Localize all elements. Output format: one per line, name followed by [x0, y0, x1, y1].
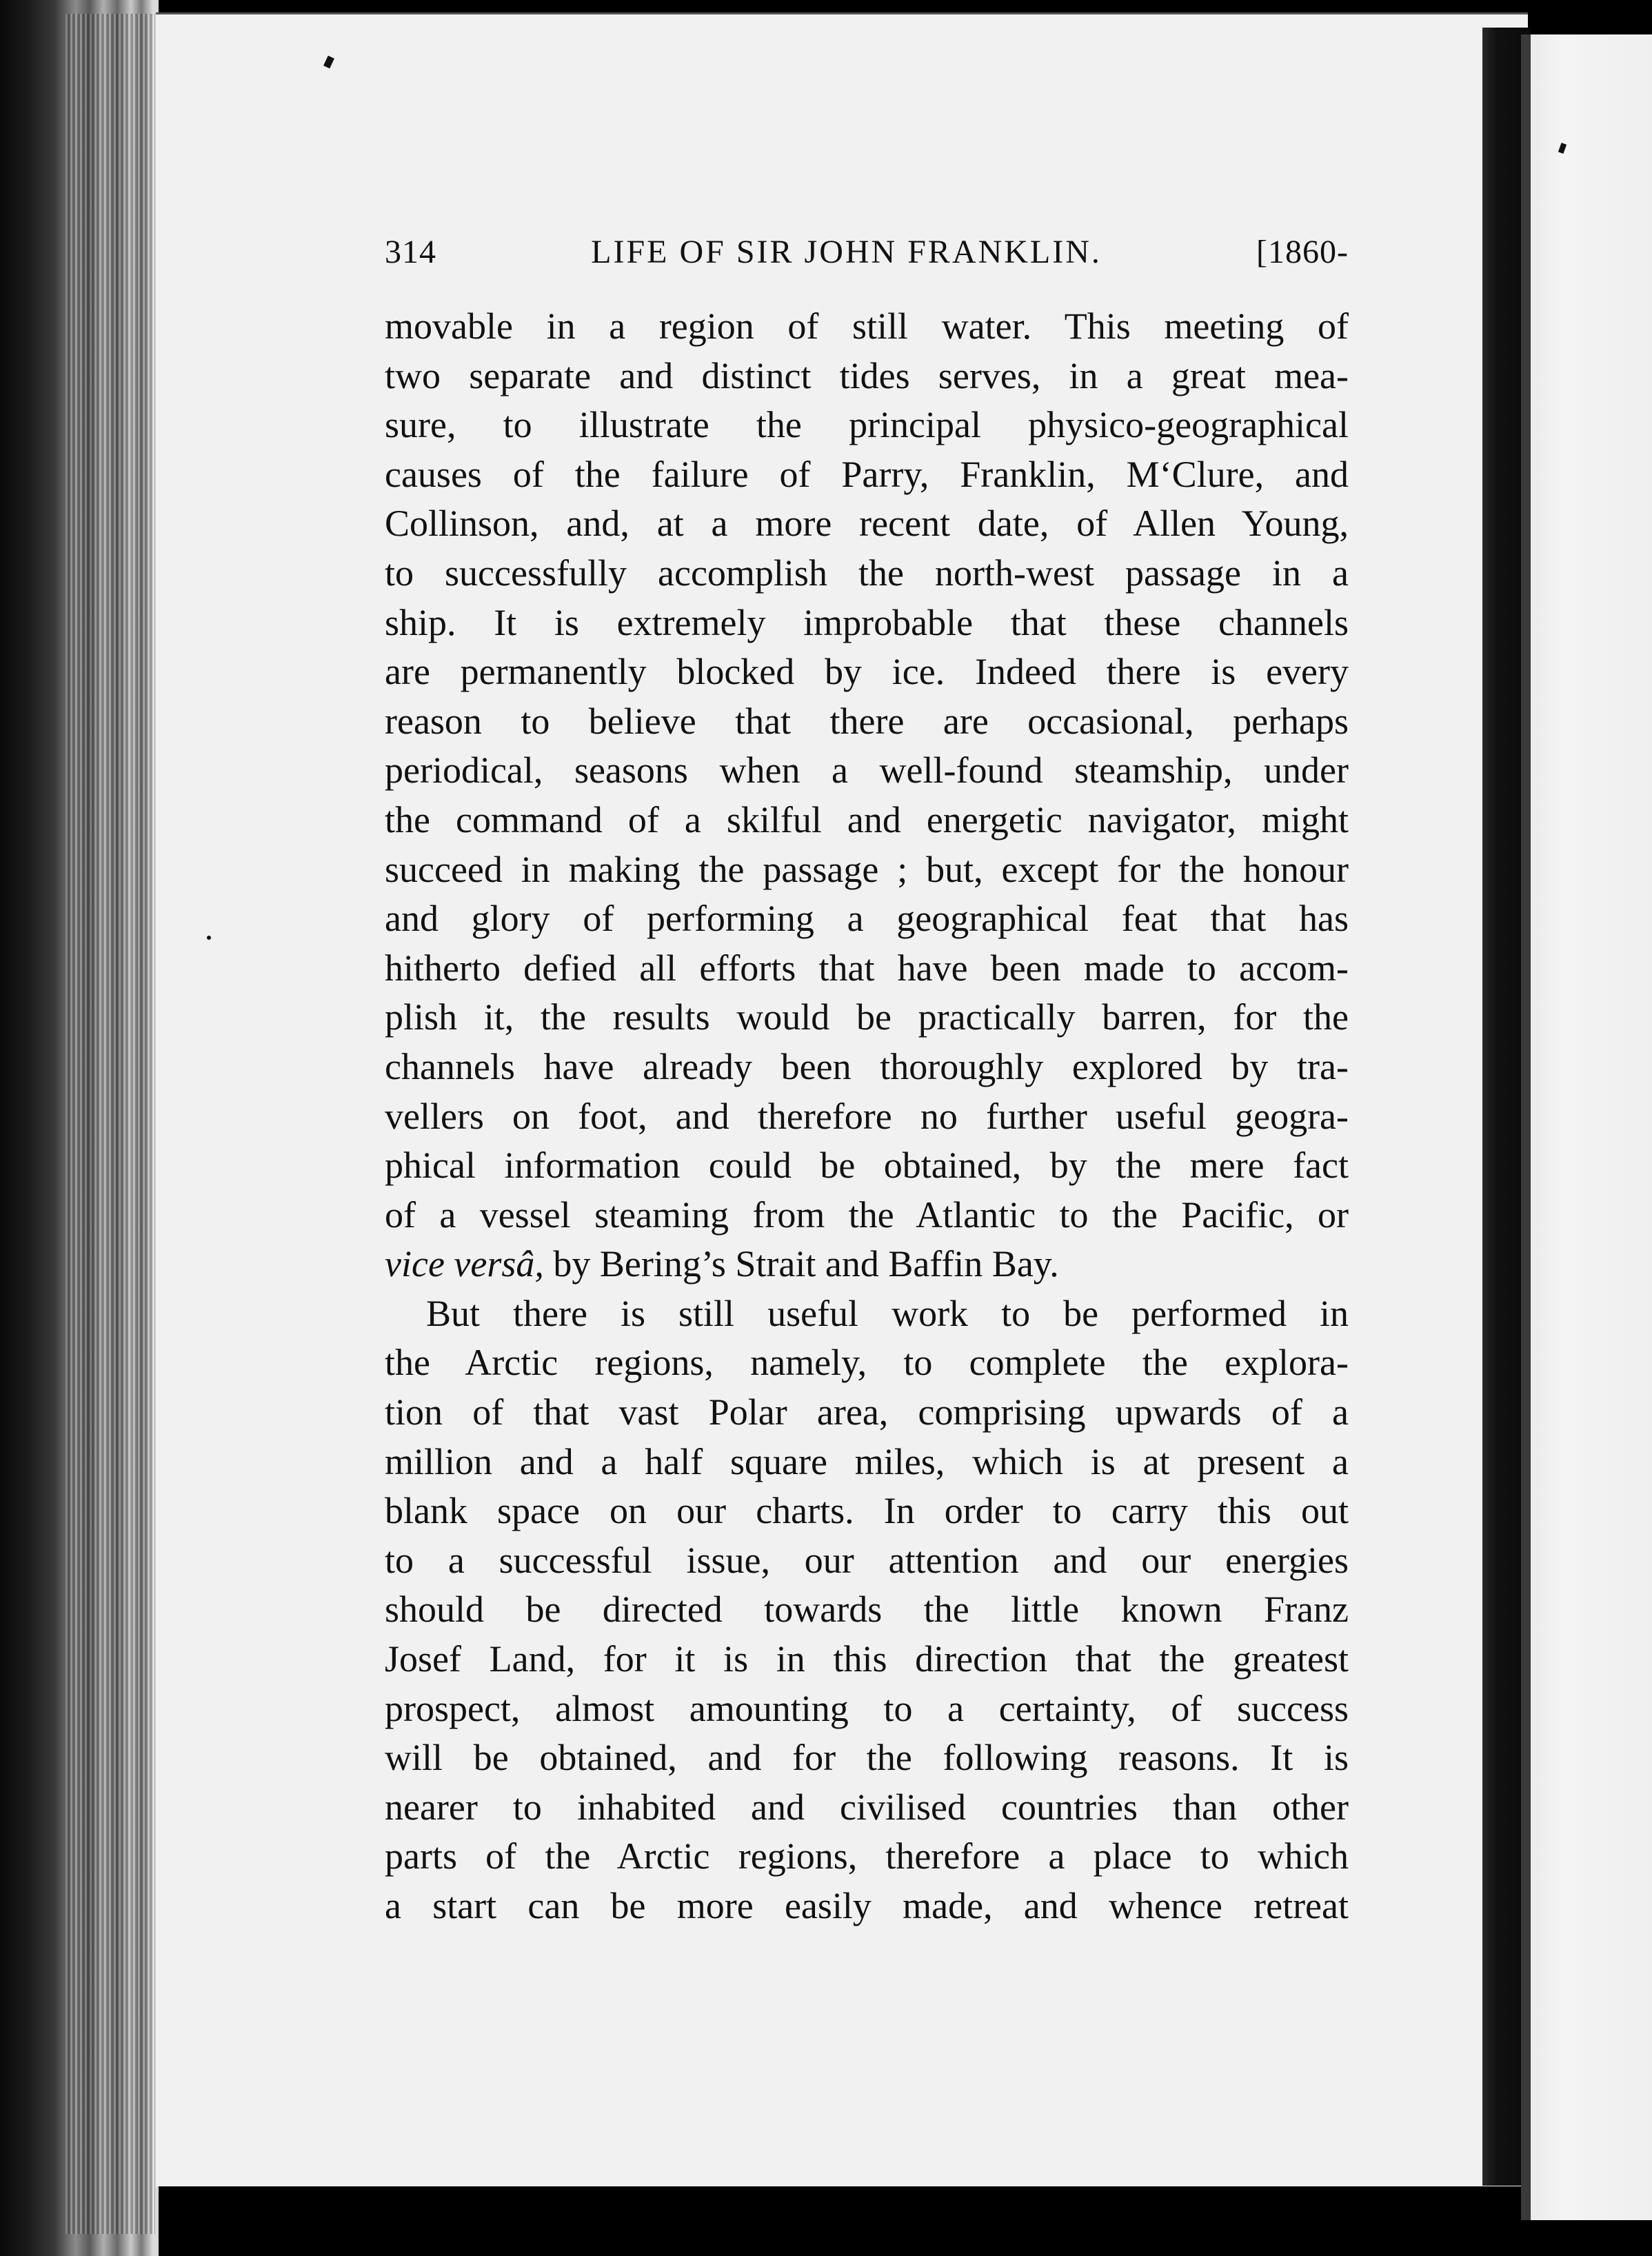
text-line: and glory of performing a geographical feat that has [385, 898, 1349, 940]
paragraph-1 [385, 302, 1349, 1289]
text-line: the command of a skilful and energetic navigator, might [385, 798, 1349, 840]
text-line: causes of the failure of Parry, Franklin, M‘Clure, and [385, 453, 1349, 495]
text-line: blank space on our charts. In order to carry this out [385, 1490, 1349, 1532]
text-line-rest: by Bering’s Strait and Baffin Bay. [543, 1243, 1059, 1285]
ink-speck [207, 936, 211, 940]
text-line: hitherto defied all efforts that have been made to accom- [385, 947, 1349, 989]
text-line: channels have already been thoroughly explored by tra- [385, 1045, 1349, 1087]
italic-phrase: vice versâ, [385, 1243, 544, 1285]
year-marker: [1860- [1256, 234, 1349, 270]
page-number: 314 [385, 234, 436, 270]
text-line: vellers on foot, and therefore no further useful geogra- [385, 1095, 1349, 1137]
adjacent-page-edge [1521, 34, 1531, 2220]
text-line: two separate and distinct tides serves, in a great mea- [385, 354, 1349, 396]
text-line: plish it, the results would be practically barren, for the [385, 996, 1349, 1038]
text-line: nearer to inhabited and civilised countries than other [385, 1786, 1349, 1828]
running-title: LIFE OF SIR JOHN FRANKLIN. [591, 234, 1102, 270]
text-line: periodical, seasons when a well-found steamship, under [385, 749, 1349, 792]
text-line: to a successful issue, our attention and our energies [385, 1539, 1349, 1581]
text-line: Collinson, and, at a more recent date, of Allen Young, [385, 503, 1349, 545]
adjacent-page-sliver [1521, 34, 1652, 2220]
text-line: parts of the Arctic regions, therefore a place to which [385, 1835, 1349, 1877]
text-line: ship. It is extremely improbable that these channels [385, 601, 1349, 643]
stacked-page-edges [66, 14, 155, 2234]
text-line: to successfully accomplish the north-west passage in a [385, 552, 1349, 594]
paragraph-2 [385, 1289, 1349, 1931]
text-line: a start can be more easily made, and whence retreat [385, 1885, 1349, 1926]
text-line: movable in a region of still water. This meeting of [385, 305, 1349, 347]
text-line: But there is still useful work to be performed in [426, 1292, 1349, 1334]
text-line: prospect, almost amounting to a certainty, of success [385, 1687, 1349, 1729]
text-line: phical information could be obtained, by the mere fact [385, 1145, 1349, 1187]
text-line: tion of that vast Polar area, comprising upwards of a [385, 1391, 1349, 1433]
text-line: million and a half square miles, which is at present a [385, 1440, 1349, 1482]
running-header [385, 233, 1349, 283]
text-line: reason to believe that there are occasional, perhaps [385, 700, 1349, 742]
text-line-last [385, 1240, 1349, 1289]
text-line: should be directed towards the little known Franz [385, 1589, 1349, 1631]
text-line: of a vessel steaming from the Atlantic to the Pacific, or [385, 1194, 1349, 1236]
text-line: the Arctic regions, namely, to complete the explora- [385, 1342, 1349, 1384]
text-line: Josef Land, for it is in this direction that the greatest [385, 1638, 1349, 1680]
text-line: sure, to illustrate the principal physico-geographical [385, 404, 1349, 446]
text-line: succeed in making the passage ; but, except for the honour [385, 848, 1349, 890]
body-text [385, 302, 1349, 1931]
text-line: will be obtained, and for the following reasons. It is [385, 1737, 1349, 1779]
text-line: are permanently blocked by ice. Indeed there is every [385, 651, 1349, 693]
